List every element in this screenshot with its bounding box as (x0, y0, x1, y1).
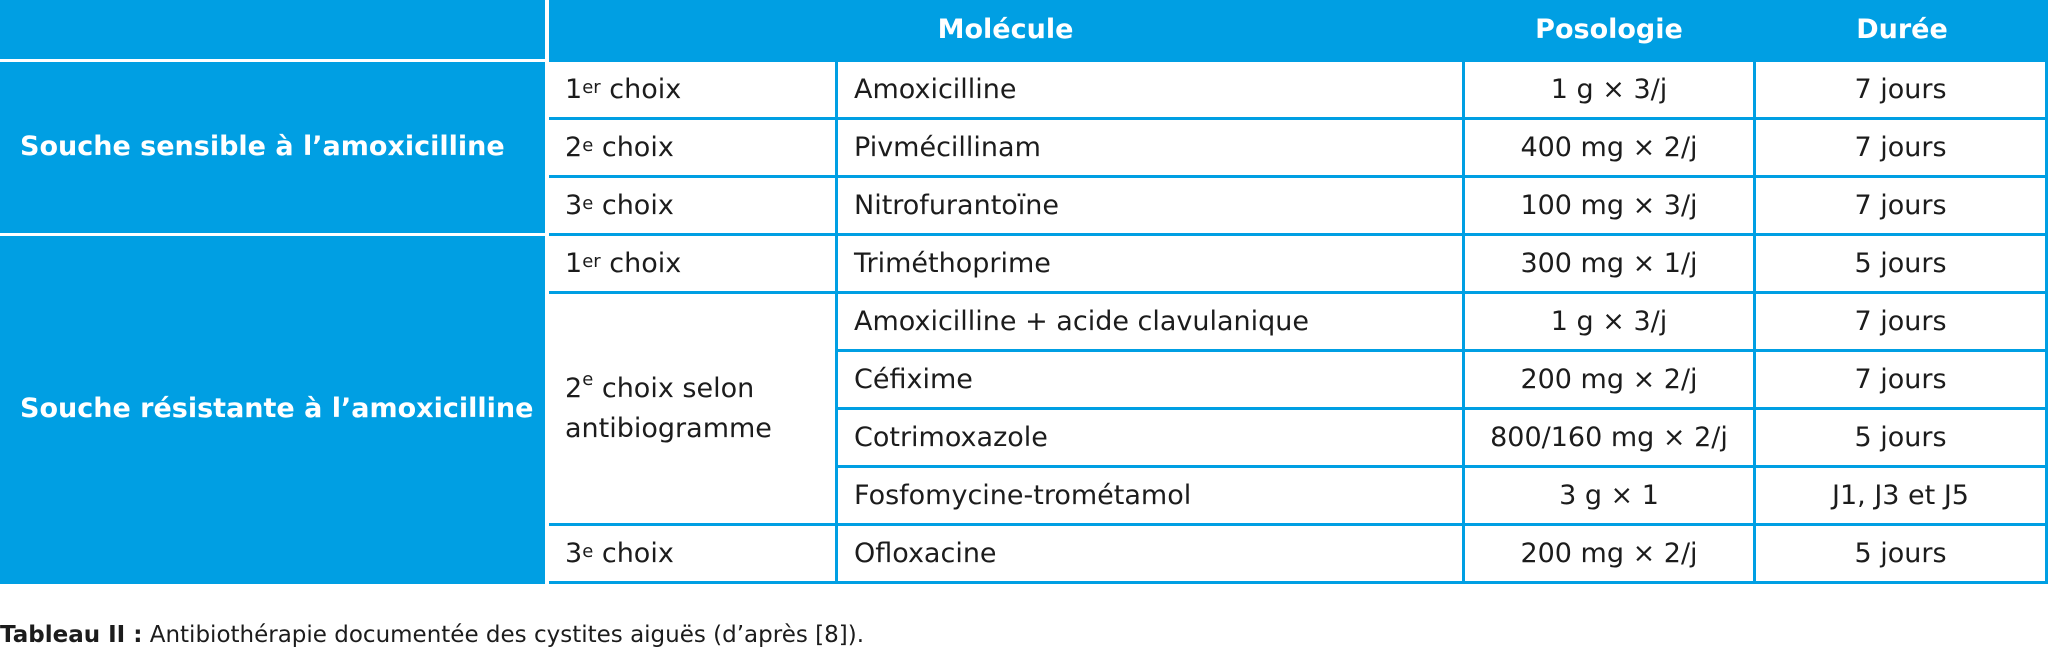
molecule-cell: Nitrofurantoïne (838, 178, 1462, 233)
choice-cell: 1 $^{er}$ choix (549, 236, 835, 291)
group-label-resistante: Souche résistante à l’amoxicilline (20, 393, 534, 424)
duree-cell: 7 jours (1756, 178, 2045, 233)
choice-cell: 3 $^e$ choix (549, 526, 835, 581)
posologie-cell: 800/160 mg × 2/j (1465, 410, 1753, 465)
table-caption (0, 620, 864, 650)
header-posologie: Posologie (1535, 13, 1683, 45)
posologie-cell: 200 mg × 2/j (1465, 352, 1753, 407)
duree-cell: 5 jours (1756, 410, 2045, 465)
divider (545, 0, 549, 584)
duree-cell: 7 jours (1756, 294, 2045, 349)
posologie-cell: 3 g × 1 (1465, 468, 1753, 523)
header-duree: Durée (1856, 13, 1948, 45)
group-label-sensible: Souche sensible à l’amoxicilline (20, 130, 505, 162)
choice-cell: 2 $^e$ choix (549, 120, 835, 175)
caption-label: Tableau II : (0, 622, 143, 648)
choice-cell: 3 $^e$ choix (549, 178, 835, 233)
molecule-cell: Amoxicilline (838, 62, 1462, 117)
caption-text: Antibiothérapie documentée des cystites aiguës (d’après [8]). (142, 622, 865, 648)
duree-cell: 7 jours (1756, 352, 2045, 407)
divider (0, 59, 545, 62)
duree-cell: 7 jours (1756, 120, 2045, 175)
molecule-cell: Fosfomycine-trométamol (838, 468, 1462, 523)
molecule-cell: Amoxicilline + acide clavulanique (838, 294, 1462, 349)
posologie-cell: 400 mg × 2/j (1465, 120, 1753, 175)
molecule-cell: Cotrimoxazole (838, 410, 1462, 465)
duree-cell: 5 jours (1756, 236, 2045, 291)
posologie-cell: 200 mg × 2/j (1465, 526, 1753, 581)
divider (0, 233, 545, 236)
duree-cell: J1, J3 et J5 (1756, 468, 2045, 523)
posologie-cell: 300 mg × 1/j (1465, 236, 1753, 291)
molecule-cell: Triméthoprime (838, 236, 1462, 291)
choice-cell: 2e choix selon antibiogramme (549, 294, 835, 523)
duree-cell: 7 jours (1756, 62, 2045, 117)
posologie-cell: 1 g × 3/j (1465, 62, 1753, 117)
molecule-cell: Céfixime (838, 352, 1462, 407)
choice-cell: 1 $^{er}$ choix (549, 62, 835, 117)
molecule-cell: Ofloxacine (838, 526, 1462, 581)
molecule-cell: Pivmécillinam (838, 120, 1462, 175)
posologie-cell: 1 g × 3/j (1465, 294, 1753, 349)
header-molecule: Molécule (937, 13, 1074, 45)
duree-cell: 5 jours (1756, 526, 2045, 581)
posologie-cell: 100 mg × 3/j (1465, 178, 1753, 233)
